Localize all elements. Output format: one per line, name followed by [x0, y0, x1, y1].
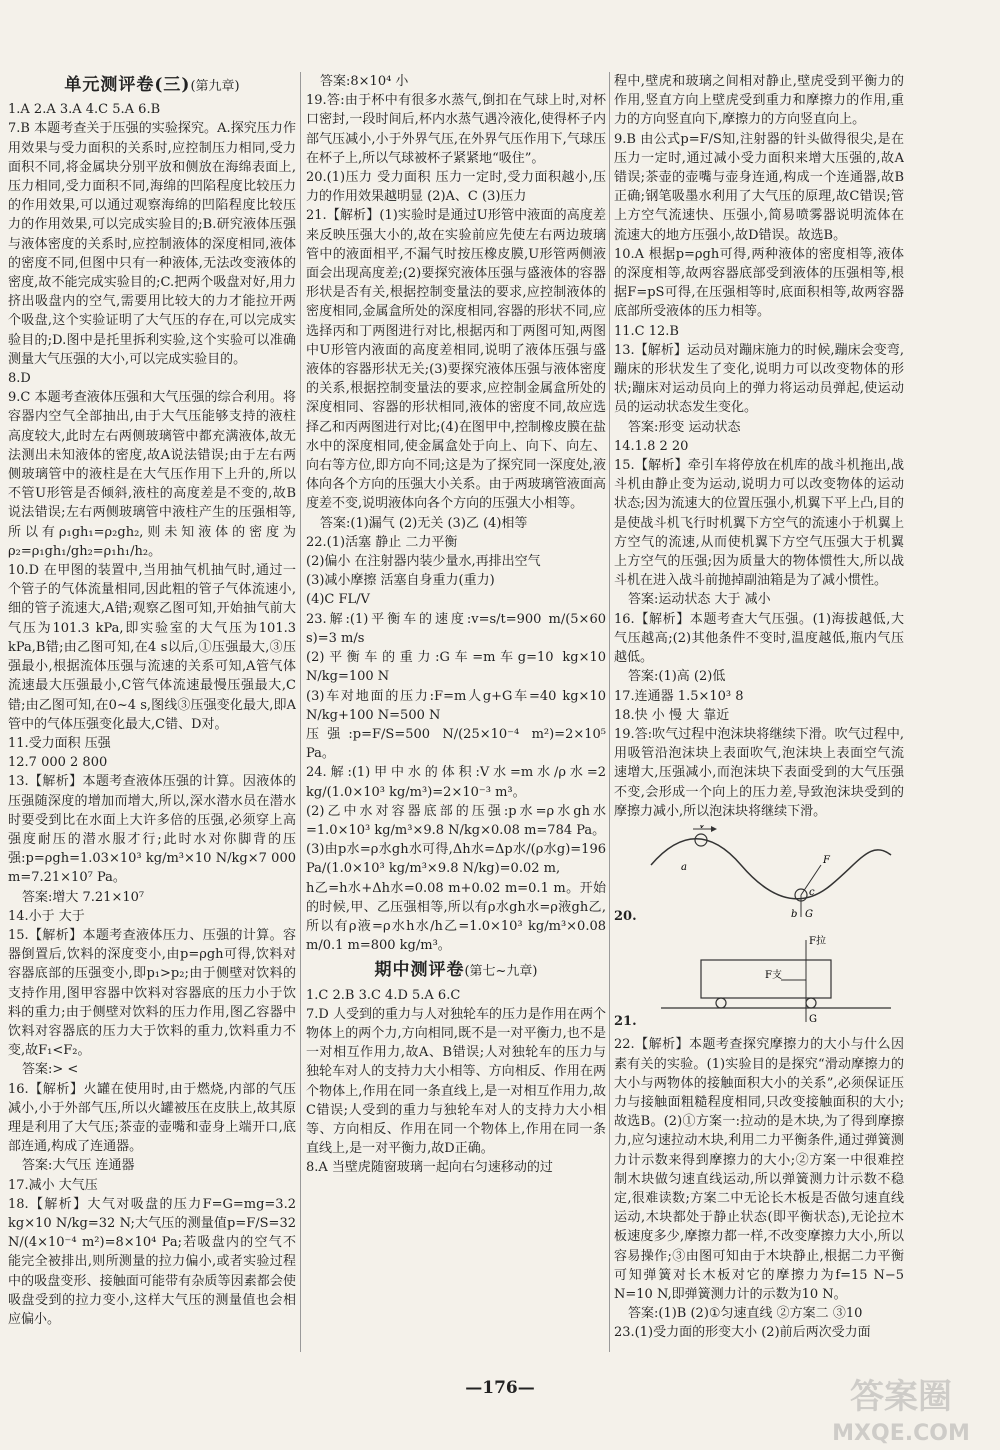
answer-item: 11.受力面积 压强 — [8, 735, 111, 751]
answer-line: 答案:(1)B (2)①匀速直线 ②方案二 ③10 — [628, 1306, 863, 1322]
column-divider — [300, 72, 301, 1352]
answer-item: 24.解:(1)甲中水的体积:V水=m水/ρ水=2 kg/(1.0×10³ kg/m³)=2×10⁻³ m³。 — [306, 765, 606, 800]
section-title-sub: (第九章) — [190, 79, 240, 94]
answer-item: 1.A 2.A 3.A 4.C 5.A 6.B — [8, 102, 161, 118]
answer-line: 答案:大气压 连通器 — [22, 1158, 135, 1174]
answer-item: 10.A 根据p=ρgh可得,两种液体的密度相等,液体的深度相等,故两容器底部受到液体的压强相等,根据F=pS可得,在压强相等时,底面积相等,故两容器底部所受液体的压力相等。 — [614, 246, 904, 320]
answer-item: 13.【解析】运动员对蹦床施力的时候,蹦床会变弯,蹦床的形状发生了变化,说明力可以改变物体的形状;蹦床对运动员向上的弹力将运动员弹起,使运动员的运动状态发生变化。 — [614, 342, 904, 416]
answer-item: (2)平衡车的重力:G车=m车g=10 kg×10 N/kg=100 N — [306, 650, 606, 685]
column-left — [8, 72, 296, 1352]
figure-label: 20. — [614, 908, 637, 924]
section-title-main: 期中测评卷 — [374, 960, 465, 981]
answer-item: 1.C 2.B 3.C 4.D 5.A 6.C — [306, 987, 461, 1003]
answer-item: 9.C 本题考查液体压强和大气压强的综合利用。将容器内空气全部抽出,由于大气压能够支持的液柱高度较大,此时左右两侧玻璃管中都充满液体,故无法测出未知液体的密度,故A说法错误;由于左右两侧玻璃管中的液柱是在大气压作用下上升的,所以不管U形管是否倾斜,液柱的高度差是不变的,故B说法错误;左右两侧玻璃管中液柱产生的压强相等,所以有ρ₁gh₁=ρ₂gh₂,则未知液体的密度为ρ₂=ρ₁gh₁/gh₂=ρ₁h₁/h₂。 — [8, 390, 296, 559]
answer-item: 压强:p=F/S=500 N/(25×10⁻⁴ m²)=2×10⁵ Pa。 — [306, 726, 606, 762]
answer-item: 23.(1)受力面的形变大小 (2)前后两次受力面 — [614, 1325, 871, 1341]
column-middle — [306, 72, 606, 1352]
section-title — [8, 76, 296, 96]
diagram-label: G — [808, 1014, 817, 1026]
answer-item: 8.A 当壁虎随窗玻璃一起向右匀速移动的过 — [306, 1160, 553, 1176]
column-divider — [609, 72, 610, 1352]
answer-item: 8.D — [8, 371, 31, 387]
answer-item: 16.【解析】本题考查大气压强。(1)海拔越低,大气压越高;(2)其他条件不变时,温度越低,瓶内气压越低。 — [614, 611, 904, 666]
answer-item: (3)由p水=ρ水gh水可得,Δh水=Δp水/(ρ水g)=196 Pa/(1.0×10³ kg/m³×9.8 N/kg)=0.02 m, — [306, 842, 606, 877]
figure-21 — [614, 930, 904, 1031]
answer-line: 答案:形变 运动状态 — [628, 419, 741, 435]
diagram-label: F拉 — [808, 936, 826, 948]
answer-item: 16.【解析】火罐在使用时,由于燃烧,内部的气压减小,小于外部气压,所以火罐被压在皮肤上,故其原理是利用了大气压;茶壶的壶嘴和壶身上端开口,底部连通,构成了连通器。 — [8, 1081, 296, 1155]
answer-line: 答案:8×10⁴ 小 — [320, 74, 409, 89]
answer-item: (3)车对地面的压力:F=m人g+G车=40 kg×10 N/kg+100 N=500 N — [306, 688, 606, 723]
answer-item: 20.(1)压力 受力面积 压力一定时,受力面积越小,压力的作用效果越明显 (2)A、C (3)压力 — [306, 170, 606, 205]
answer-item: 程中,壁虎和玻璃之间相对静止,壁虎受到平衡力的作用,竖直方向上壁虎受到重力和摩擦力的作用,重力的方向竖直向下,摩擦力的方向竖直向上。 — [614, 74, 904, 128]
answer-item: 15.【解析】本题考查液体压力、压强的计算。容器倒置后,饮料的深度变小,由p=ρgh可得,饮料对容器底部的压强变小,即p₁>p₂;由于侧壁对饮料的支持作用,图甲容器中饮料对容器底的压力小于饮料的重力;由于侧壁对饮料的压力作用,图乙容器中饮料对容器底的压力大于饮料的重力,饮料重力不变,故F₁<F₂。 — [8, 927, 296, 1059]
diagram-label: v — [698, 824, 705, 831]
answer-item: 11.C 12.B — [614, 323, 679, 339]
answer-item: 13.【解析】本题考查液体压强的计算。因液体的压强随深度的增加而增大,所以,深水潜水员在潜水时要受到比在水面上大许多倍的压强,必须穿上高强度耐压的潜水服才行;此时水对你脚背的压强:p=ρgh=1.03×10³ kg/m³×10 N/kg×7 000 m=7.21×10⁷ Pa。 — [8, 774, 296, 886]
answer-item: (2)偏小 在注射器内装少量水,再排出空气 — [306, 554, 541, 570]
answer-item: 17.减小 大气压 — [8, 1177, 98, 1193]
answer-item: 18.【解析】大气对吸盘的压力F=G=mg=3.2 kg×10 N/kg=32 N;大气压的测量值p=F/S=32 N/(4×10⁻⁴ m²)=8×10⁴ Pa;若吸盘内的空气不能完全被排出,则所测量的拉力偏小,或者实验过程中的吸盘变形、接触面可能带有杂质等因素都会使吸盘受到的拉力变小,这样大气压的测量值也会相应偏小。 — [8, 1196, 296, 1327]
section-title-main: 单元测评卷(三) — [64, 75, 191, 95]
wave-track-diagram — [641, 825, 901, 920]
watermark-logo — [806, 1370, 996, 1448]
answer-line: 答案:增大 7.21×10⁷ — [22, 889, 145, 905]
section-title — [306, 961, 606, 981]
diagram-label: F — [822, 854, 830, 866]
answer-item: 10.D 在甲图的装置中,当用抽气机抽气时,通过一个管子的气体流量相同,因此粗的管子气体流速小,细的管子流速大,A错;观察乙图可知,开始抽气前大气压为101.3 kPa,即实验室的大气压为101.3 kPa,B错;由乙图可知,在4 s以后,①压强最大,③压强最小,根据流体压强与流速的关系可知,A管气体流速最大压强最小,C管气体流速最慢压强最大,C错;由乙图可知,在0~4 s,图线③压强变化最大,即A管中的气体压强变化最大,C错、D对。 — [8, 563, 296, 732]
answer-item: (3)减小摩擦 活塞自身重力(重力) — [306, 573, 495, 589]
cart-force-diagram — [641, 930, 901, 1025]
answer-item: 22.(1)活塞 静止 二力平衡 — [306, 534, 458, 550]
answer-item: 19.答:吹气过程中泡沫块将继续下滑。吹气过程中,用吸管沿泡沫块上表面吹气,泡沫块上表面空气流速增大,压强减小,而泡沫块下表面受到的大气压强不变,会形成一个向上的压力差,导致泡沫块受到的摩擦力减小,所以泡沫块将继续下滑。 — [614, 726, 904, 819]
figure-20 — [614, 825, 904, 926]
column-right — [614, 72, 904, 1352]
answer-item: h乙=h水+Δh水=0.08 m+0.02 m=0.1 m。开始的时候,甲、乙压强相等,所以有ρ水gh水=ρ液gh乙,所以有ρ液=ρ水h水/h乙=1.0×10³ kg/m³×0.08 m/0.1 m=800 kg/m³。 — [306, 880, 606, 954]
diagram-label: G — [804, 908, 813, 920]
answer-line: 答案:(1)漏气 (2)无关 (3)乙 (4)相等 — [320, 515, 528, 531]
answer-item: 7.D 人受到的重力与人对独轮车的压力是作用在两个物体上的两个力,方向相同,既不是一对平衡力,也不是一对相互作用力,故A、B错误;人对独轮车的压力与独轮车对人的支持力大小相等、方向相反、作用在两个物体上,作用在同一条直线上,是一对相互作用力,故C错误;人受到的重力与独轮车对人的支持力大小相等、方向相反、作用在同一个物体上,作用在同一条直线上,是一对平衡力,故D正确。 — [306, 1006, 606, 1157]
page-number: —176— — [465, 1378, 535, 1398]
watermark-url: MXQE.COM — [832, 1421, 970, 1446]
answer-item: (2)乙中水对容器底部的压强:p水=ρ水gh水=1.0×10³ kg/m³×9.8 N/kg×0.08 m=784 Pa。 — [306, 803, 606, 838]
section-title-sub: (第七~九章) — [464, 964, 538, 980]
answer-item: 18.快 小 慢 大 靠近 — [614, 707, 730, 723]
diagram-label: F支 — [764, 970, 782, 982]
answer-item: (4)C FL/V — [306, 592, 370, 608]
answer-item: 9.B 由公式p=F/S知,注射器的针头做得很尖,是在压力一定时,通过减小受力面积来增大压强的,故A错误;茶壶的壶嘴与壶身连通,构成一个连通器,故B正确;钢笔吸墨水利用了大气压的原理,故C错误;管上方空气流速快、压强小,简易喷雾器说明流体在流速大的地方压强小,故D错误。故选B。 — [614, 131, 904, 243]
watermark-text: 答案圈 — [850, 1377, 952, 1417]
answer-line: 答案:> < — [22, 1062, 79, 1078]
answer-item: 12.7 000 2 800 — [8, 755, 108, 771]
answer-item: 7.B 本题考查关于压强的实验探究。A.探究压力作用效果与受力面积的关系时,应控制压力相同,受力面积不同,将金属块分别平放和侧放在海绵表面上,压力相同,受力面积不同,海绵的凹陷程度比较压力的作用效果,可以通过观察海绵的凹陷程度比较压力的作用效果,可以完成实验目的;B.研究液体压强与液体密度的关系时,应控制液体的深度相同,液体的密度不同,但图中只有一种液体,无法改变液体的密度,故不能完成实验目的;C.把两个吸盘对好,用力挤出吸盘内的空气,需要用比较大的力才能拉开两个吸盘,这个实验证明了大气压的存在,可以完成实验目的;D.图中是托里拆利实验,这个实验可以准确测量大气压强的大小,可以完成实验目的。 — [8, 121, 296, 367]
answer-line: 答案:(1)高 (2)低 — [628, 669, 726, 685]
diagram-label: b — [790, 908, 798, 920]
figure-label: 21. — [614, 1014, 637, 1030]
answer-item: 15.【解析】牵引车将停放在机库的战斗机拖出,战斗机由静止变为运动,说明力可以改变物体的运动状态;因为流速大的位置压强小,机翼下平上凸,目的是使战斗机飞行时机翼下方空气的流速小于机翼上方空气的流速,从而使机翼下方空气压强大于机翼上方空气的压强;因为质量大的物体惯性大,所以战斗机在进入战斗前抛掉副油箱是为了减小惯性。 — [614, 458, 904, 589]
answer-item: 14.小于 大于 — [8, 908, 85, 924]
answer-item: 17.连通器 1.5×10³ 8 — [614, 688, 744, 704]
diagram-label: a — [680, 861, 687, 873]
answer-item: 22.【解析】本题考查探究摩擦力的大小与什么因素有关的实验。(1)实验目的是探究“滑动摩擦力的大小与两物体的接触面积大小的关系”,必须保证压力与接触面粗糙程度相同,只改变接触面积的大小;故选B。(2)①方案一:拉动的是木块,为了得到摩擦力,应匀速拉动木块,利用二力平衡条件,通过弹簧测力计示数来得到摩擦力的大小;②方案一中很难控制木块做匀速直线运动,所以弹簧测力计示数不稳定,很难读数;方案二中无论长木板是否做匀速直线运动,木块都处于静止状态(即平衡状态),无论拉木板速度多少,摩擦力都一样,不改变摩擦力大小,所以容易操作;③由图可知由于木块静止,根据二力平衡可知弹簧对长木板对它的摩擦力为f=15 N−5 N=10 N,即弹簧测力计的示数为10 N。 — [614, 1037, 904, 1302]
diagram-label: c — [808, 886, 815, 898]
answer-item: 19.答:由于杯中有很多水蒸气,倒扣在气球上时,对杯口密封,一段时间后,杯内水蒸气遇冷液化,使得杯子内部气压减小,小于外界气压,在外界气压作用下,气球压在杯子上,所以气球被杯子紧紧地“吸住”。 — [306, 93, 606, 166]
answer-item: 21.【解析】(1)实验时是通过U形管中液面的高度差来反映压强大小的,故在实验前应先使左右两边玻璃管中的液面相平,不漏气时按压橡皮膜,U形管两侧液面会出现高度差;(2)要探究液体压强与盛液体的容器形状是否有关,根据控制变量法的要求,应控制液体的密度相同,金属盒所处的深度相同,容器的形状不同,应选择丙和丁两图进行对比,根据丙和丁两图可知,两图中U形管内液面的高度差相同,说明了液体压强与盛液体的容器形状无关;(3)要探究液体压强与液体密度的关系,根据控制变量法的要求,应控制金属盒所处的深度相同、容器的形状相同,液体的密度不同,故应选择乙和丙两图进行对比;(4)在图甲中,控制橡皮膜在盐水中的深度相同,使金属盒处于向上、向下、向左、向右等方位,即方向不同;这是为了探究同一深度处,液体向各个方向的压强大小关系。由于两玻璃管液面高度差不变,说明液体向各个方向的压强大小相等。 — [306, 208, 606, 512]
answer-item: 14.1.8 2 20 — [614, 438, 689, 454]
answer-line: 答案:运动状态 大于 减小 — [628, 592, 771, 608]
answer-item: 23.解:(1)平衡车的速度:v=s/t=900 m/(5×60 s)=3 m/s — [306, 611, 606, 646]
